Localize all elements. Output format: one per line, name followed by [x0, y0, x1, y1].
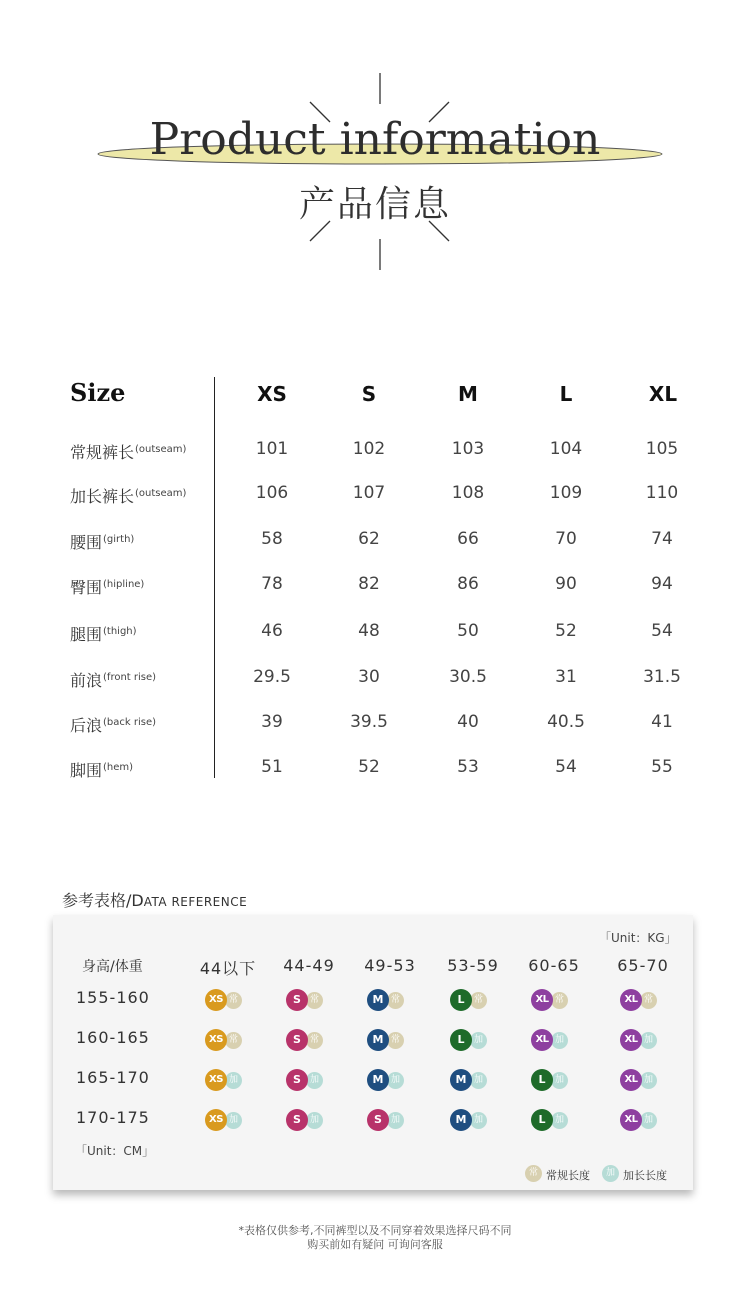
size-cell: 66 — [457, 529, 479, 549]
size-badge: XL — [620, 989, 642, 1011]
row-label-cn: 常规裤长 — [70, 443, 135, 462]
size-recommendation — [367, 1069, 413, 1091]
size-recommendation — [286, 1029, 332, 1051]
size-cell: 53 — [457, 757, 479, 777]
regular-length-icon: 常 — [640, 992, 657, 1009]
size-badge: L — [531, 1109, 553, 1131]
size-cell: 82 — [358, 574, 380, 594]
row-label — [70, 575, 144, 598]
size-cell: 101 — [255, 439, 289, 459]
row-label-cn: 腰围 — [70, 533, 103, 552]
long-length-icon: 加 — [225, 1112, 242, 1129]
size-recommendation — [367, 989, 413, 1011]
size-header-l: L — [559, 382, 573, 406]
weight-header: 49-53 — [364, 956, 416, 975]
row-label — [70, 530, 134, 553]
size-cell: 78 — [261, 574, 283, 594]
size-cell: 54 — [555, 757, 577, 777]
size-recommendation — [450, 1029, 496, 1051]
size-cell: 102 — [352, 439, 386, 459]
size-cell: 29.5 — [253, 667, 291, 687]
size-recommendation — [286, 1069, 332, 1091]
size-badge: S — [367, 1109, 389, 1131]
size-cell: 62 — [358, 529, 380, 549]
size-recommendation — [531, 989, 577, 1011]
size-recommendation — [367, 1109, 413, 1131]
unit-kg: 「Unit：KG」 — [599, 931, 677, 945]
size-cell: 31 — [555, 667, 577, 687]
size-cell: 39 — [261, 712, 283, 732]
size-header-s: S — [361, 382, 377, 406]
size-cell: 105 — [645, 439, 679, 459]
size-badge: L — [450, 989, 472, 1011]
long-length-icon: 加 — [470, 1112, 487, 1129]
size-cell: 40 — [457, 712, 479, 732]
row-label-cn: 加长裤长 — [70, 487, 135, 506]
legend-regular-icon: 常 — [525, 1165, 542, 1182]
row-label — [70, 440, 186, 463]
size-cell: 40.5 — [547, 712, 585, 732]
long-length-icon: 加 — [470, 1072, 487, 1089]
size-recommendation — [620, 1069, 666, 1091]
row-label-cn: 前浪 — [70, 671, 103, 690]
size-recommendation — [531, 1069, 577, 1091]
size-cell: 108 — [451, 483, 485, 503]
corner-label: 身高/体重 — [82, 959, 143, 975]
size-badge: XL — [620, 1109, 642, 1131]
legend-long-icon: 加 — [602, 1165, 619, 1182]
size-cell: 70 — [555, 529, 577, 549]
size-cell: 30.5 — [449, 667, 487, 687]
row-label — [70, 484, 186, 507]
size-cell: 94 — [651, 574, 673, 594]
row-label-en: (thigh) — [103, 626, 137, 637]
row-label-en: (hipline) — [103, 579, 145, 590]
size-badge: M — [367, 1069, 389, 1091]
regular-length-icon: 常 — [387, 992, 404, 1009]
reference-title-cn: 参考表格/ — [62, 891, 132, 910]
size-cell: 48 — [358, 621, 380, 641]
row-label-cn: 后浪 — [70, 716, 103, 735]
row-label-cn: 脚围 — [70, 761, 103, 780]
long-length-icon: 加 — [470, 1032, 487, 1049]
size-cell: 54 — [651, 621, 673, 641]
long-length-icon: 加 — [387, 1112, 404, 1129]
height-header: 160-165 — [76, 1028, 150, 1047]
size-cell: 109 — [549, 483, 583, 503]
size-recommendation — [367, 1029, 413, 1051]
size-badge: XL — [620, 1029, 642, 1051]
weight-header: 44-49 — [283, 956, 335, 975]
long-length-icon: 加 — [551, 1112, 568, 1129]
long-length-icon: 加 — [306, 1072, 323, 1089]
regular-length-icon: 常 — [225, 992, 242, 1009]
size-cell: 110 — [645, 483, 679, 503]
size-header-xl: XL — [648, 382, 678, 406]
weight-header: 53-59 — [447, 956, 499, 975]
reference-title — [62, 888, 247, 911]
size-cell: 41 — [651, 712, 673, 732]
size-badge: M — [450, 1109, 472, 1131]
reference-title-en-cap: D — [131, 891, 144, 910]
size-cell: 39.5 — [350, 712, 388, 732]
size-badge: XL — [531, 1029, 553, 1051]
height-header: 165-170 — [76, 1068, 150, 1087]
row-label — [70, 713, 156, 736]
weight-header: 44以下 — [199, 959, 257, 978]
unit-cm: 「Unit：CM」 — [75, 1144, 155, 1158]
size-badge: S — [286, 989, 308, 1011]
row-label — [70, 668, 156, 691]
size-cell: 86 — [457, 574, 479, 594]
row-label-cn: 臀围 — [70, 578, 103, 597]
long-length-icon: 加 — [306, 1112, 323, 1129]
size-cell: 106 — [255, 483, 289, 503]
size-cell: 46 — [261, 621, 283, 641]
size-badge: XS — [205, 1069, 227, 1091]
reference-panel — [53, 915, 693, 1190]
row-label-en: (hem) — [103, 762, 134, 773]
row-label — [70, 758, 133, 781]
size-cell: 103 — [451, 439, 485, 459]
size-recommendation — [531, 1109, 577, 1131]
size-recommendation — [286, 989, 332, 1011]
footer-note-1: *表格仅供参考,不同裤型以及不同穿着效果选择尺码不同 — [238, 1224, 512, 1237]
header — [0, 0, 750, 300]
long-length-icon: 加 — [640, 1032, 657, 1049]
height-header: 155-160 — [76, 988, 150, 1007]
regular-length-icon: 常 — [470, 992, 487, 1009]
size-cell: 52 — [358, 757, 380, 777]
long-length-icon: 加 — [640, 1072, 657, 1089]
size-recommendation — [205, 989, 251, 1011]
size-recommendation — [205, 1069, 251, 1091]
size-header-m: M — [458, 382, 478, 406]
regular-length-icon: 常 — [387, 1032, 404, 1049]
size-recommendation — [450, 989, 496, 1011]
height-header: 170-175 — [76, 1108, 150, 1127]
size-badge: L — [450, 1029, 472, 1051]
weight-header: 60-65 — [528, 956, 580, 975]
regular-length-icon: 常 — [225, 1032, 242, 1049]
size-cell: 104 — [549, 439, 583, 459]
legend-long-label: 加长长度 — [623, 1169, 667, 1182]
size-recommendation — [620, 1029, 666, 1051]
size-cell: 107 — [352, 483, 386, 503]
size-badge: XS — [205, 1029, 227, 1051]
row-label-cn: 腿围 — [70, 625, 103, 644]
weight-header: 65-70 — [617, 956, 669, 975]
size-recommendation — [450, 1109, 496, 1131]
size-table-title: Size — [70, 378, 126, 407]
size-badge: M — [367, 989, 389, 1011]
size-badge: XS — [205, 989, 227, 1011]
reference-title-en-2: REFERENCE — [171, 895, 248, 909]
long-length-icon: 加 — [387, 1072, 404, 1089]
size-badge: XL — [531, 989, 553, 1011]
size-cell: 55 — [651, 757, 673, 777]
size-badge: S — [286, 1029, 308, 1051]
size-badge: XL — [620, 1069, 642, 1091]
long-length-icon: 加 — [640, 1112, 657, 1129]
long-length-icon: 加 — [225, 1072, 242, 1089]
title-cn: 产品信息 — [298, 184, 451, 225]
size-badge: M — [367, 1029, 389, 1051]
row-label — [70, 622, 137, 645]
title-en: Product information — [149, 114, 601, 165]
size-recommendation — [286, 1109, 332, 1131]
regular-length-icon: 常 — [306, 992, 323, 1009]
footer-note-2: 购买前如有疑问 可询问客服 — [307, 1238, 443, 1251]
row-label-en: (outseam) — [135, 444, 187, 455]
size-header-xs: XS — [257, 382, 287, 406]
regular-length-icon: 常 — [306, 1032, 323, 1049]
size-cell: 31.5 — [643, 667, 681, 687]
size-recommendation — [620, 1109, 666, 1131]
size-badge: S — [286, 1109, 308, 1131]
row-label-en: (girth) — [103, 534, 135, 545]
size-cell: 90 — [555, 574, 577, 594]
row-label-en: (outseam) — [135, 488, 187, 499]
size-recommendation — [620, 989, 666, 1011]
size-cell: 58 — [261, 529, 283, 549]
long-length-icon: 加 — [551, 1032, 568, 1049]
size-badge: XS — [205, 1109, 227, 1131]
legend-regular-label: 常规长度 — [546, 1169, 590, 1182]
reference-title-en-1: ATA — [143, 895, 172, 909]
size-cell: 50 — [457, 621, 479, 641]
regular-length-icon: 常 — [551, 992, 568, 1009]
size-badge: S — [286, 1069, 308, 1091]
size-recommendation — [205, 1029, 251, 1051]
row-label-en: (back rise) — [103, 717, 157, 728]
size-badge: L — [531, 1069, 553, 1091]
size-cell: 74 — [651, 529, 673, 549]
size-badge: M — [450, 1069, 472, 1091]
size-cell: 51 — [261, 757, 283, 777]
size-recommendation — [531, 1029, 577, 1051]
size-table-divider — [214, 377, 215, 778]
size-recommendation — [205, 1109, 251, 1131]
size-cell: 30 — [358, 667, 380, 687]
size-cell: 52 — [555, 621, 577, 641]
row-label-en: (front rise) — [103, 672, 157, 683]
size-recommendation — [450, 1069, 496, 1091]
long-length-icon: 加 — [551, 1072, 568, 1089]
